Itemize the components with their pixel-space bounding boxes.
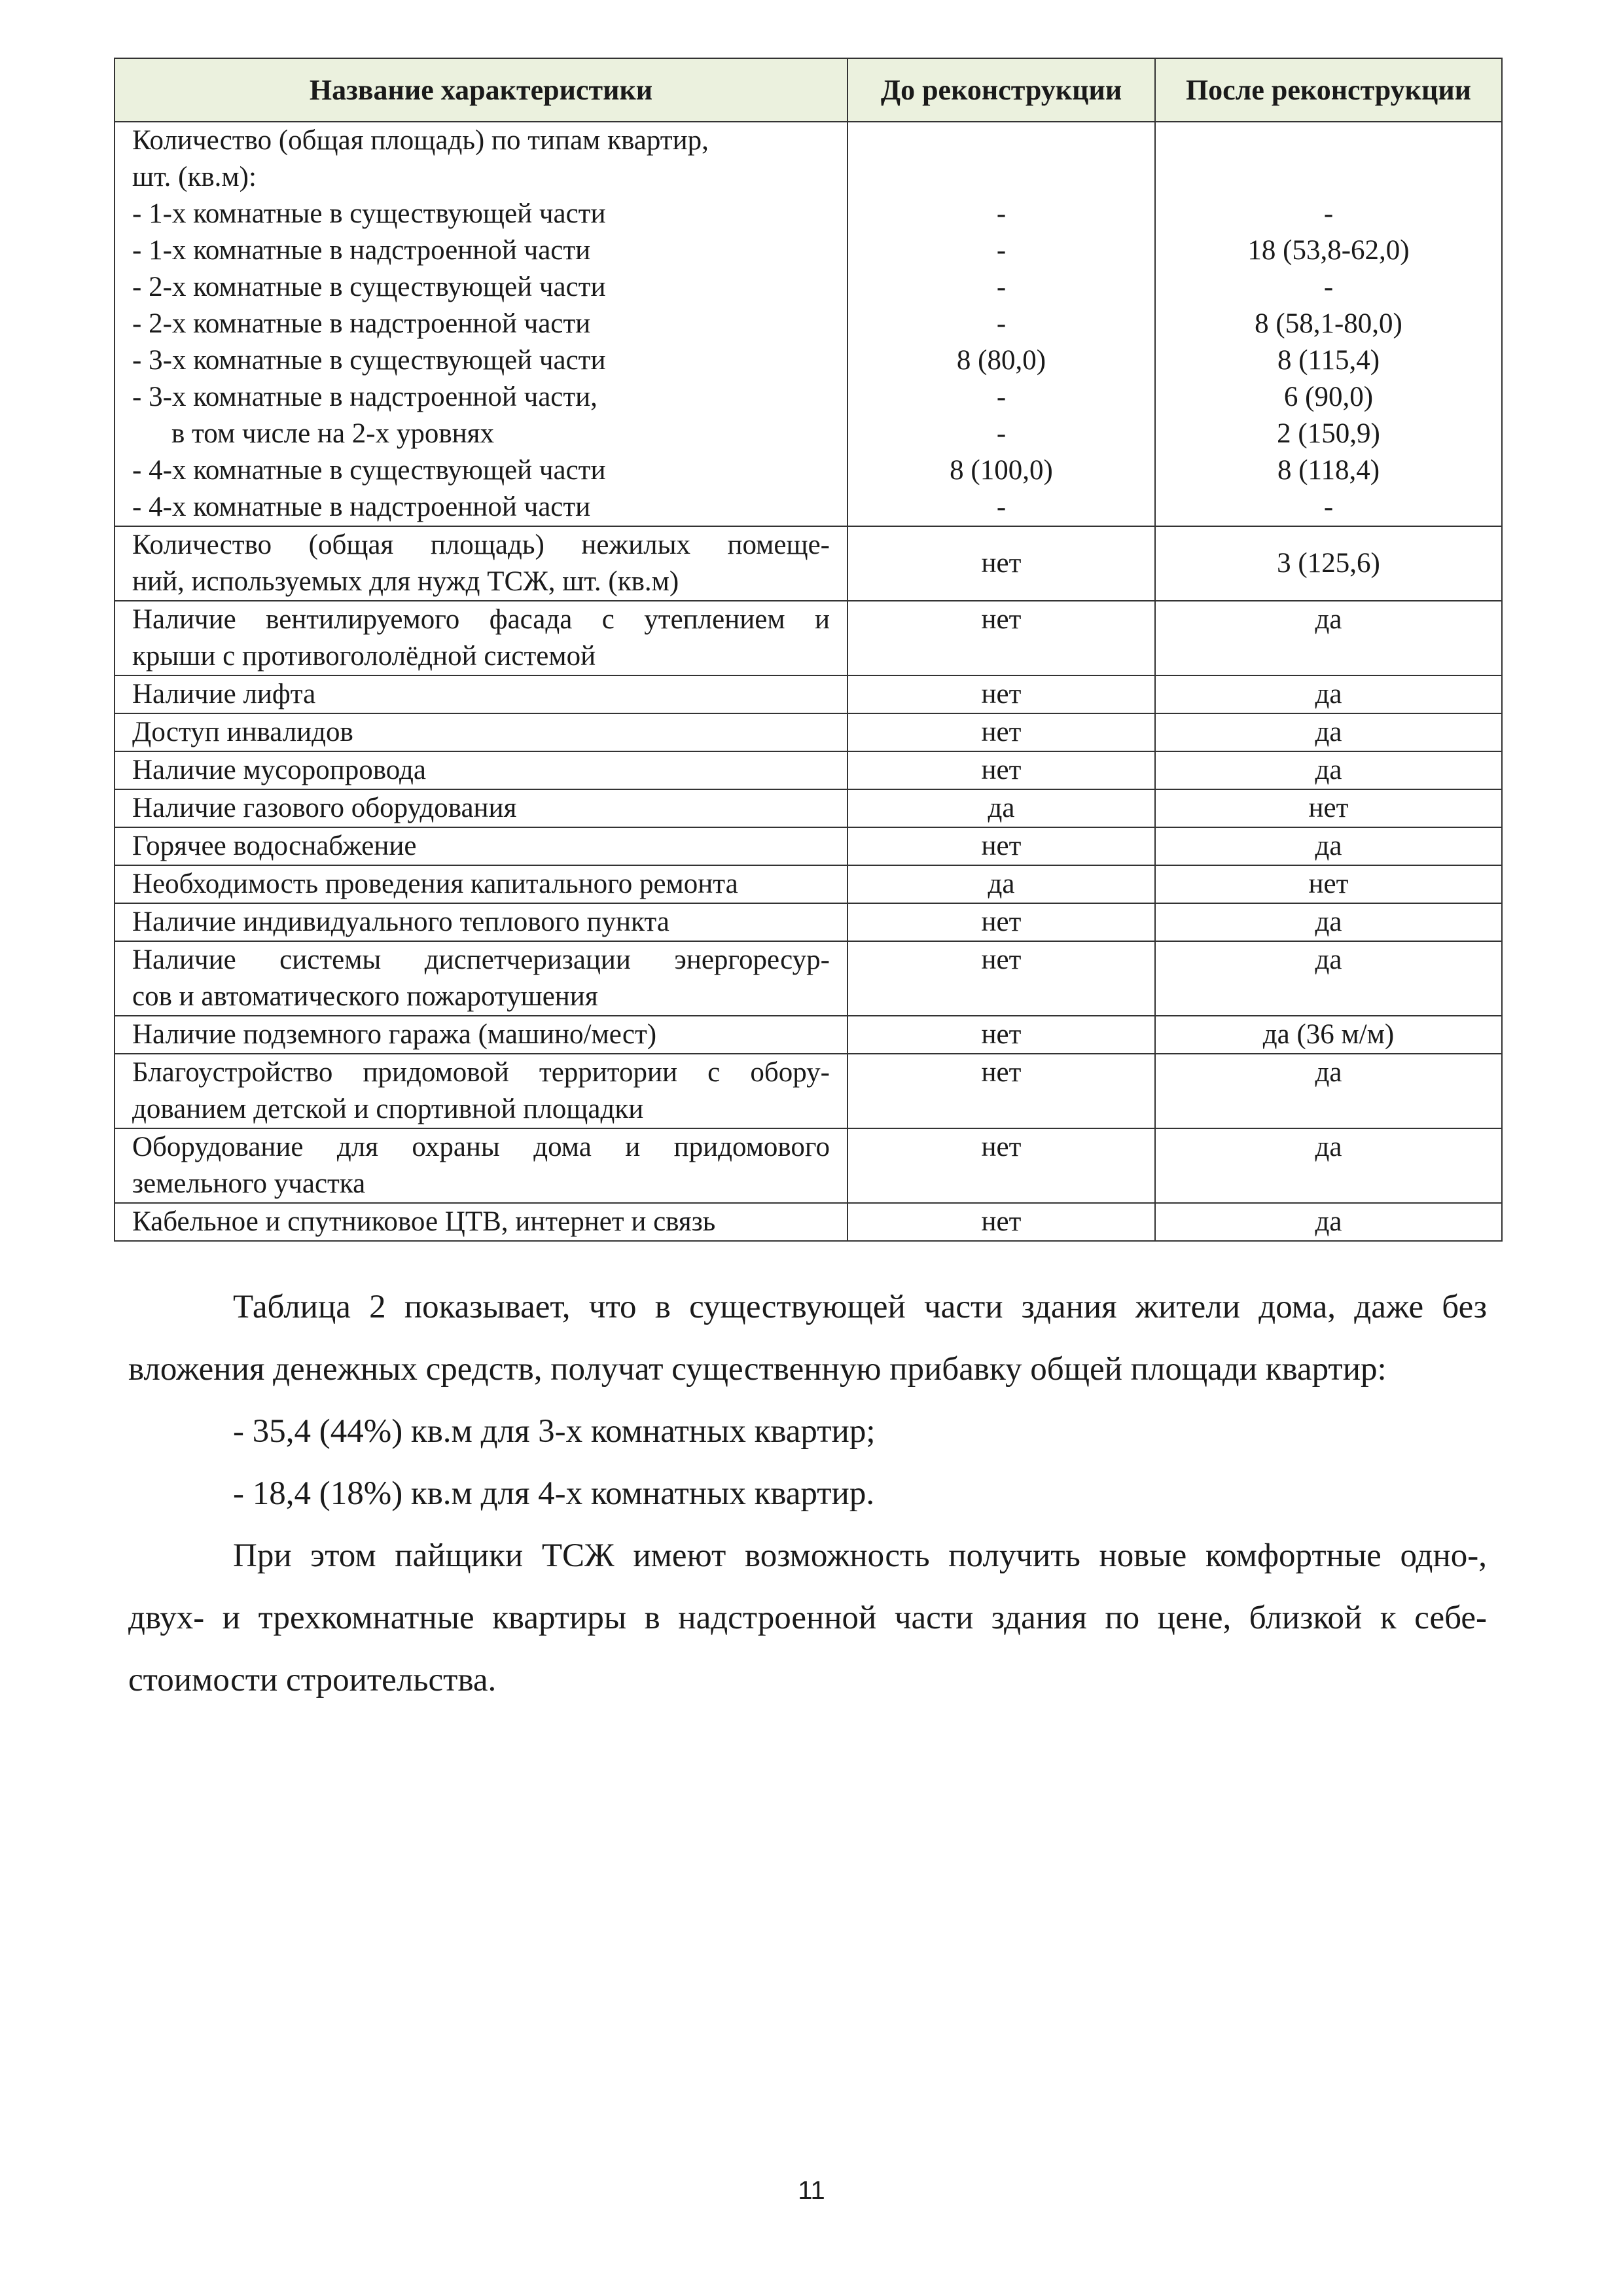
apartments-after-cell bbox=[1155, 122, 1502, 526]
apartment-after-value: - bbox=[1323, 272, 1334, 302]
row-after: да bbox=[1155, 1203, 1502, 1241]
row-label-line: Наличие системы диспетчеризации энергоресур- bbox=[132, 944, 830, 975]
table-row bbox=[115, 941, 1502, 1016]
row-label: Наличие подземного гаража (машино/мест) bbox=[115, 1016, 847, 1054]
row-label bbox=[115, 1128, 847, 1203]
row-before: нет bbox=[847, 1054, 1155, 1128]
row-after: да bbox=[1155, 1128, 1502, 1203]
bullet-2: - 18,4 (18%) кв.м для 4-х комнатных квартир. bbox=[233, 1475, 875, 1512]
row-before: да bbox=[847, 789, 1155, 827]
table-row bbox=[115, 1016, 1502, 1054]
apartment-after-value: 2 (150,9) bbox=[1277, 418, 1380, 449]
row-before: нет bbox=[847, 1128, 1155, 1203]
row-label: Наличие мусоропровода bbox=[115, 751, 847, 789]
apartment-type-label: - 4-х комнатные в надстроенной части bbox=[132, 492, 591, 522]
row-before: да bbox=[847, 865, 1155, 903]
apartment-type-label: - 2-х комнатные в надстроенной части bbox=[132, 308, 591, 339]
row-after: да bbox=[1155, 941, 1502, 1016]
apartment-after-value: - bbox=[1323, 492, 1334, 522]
row-label-line: Оборудование для охраны дома и придомового bbox=[132, 1132, 830, 1162]
row-label: Наличие газового оборудования bbox=[115, 789, 847, 827]
row-before: нет bbox=[847, 713, 1155, 751]
paragraph-1-line-2: вложения денежных средств, получат существенную прибавку общей площади квартир: bbox=[128, 1351, 1387, 1388]
header-before: До реконструкции bbox=[847, 58, 1155, 122]
row-after: нет bbox=[1155, 789, 1502, 827]
row-after: да bbox=[1155, 601, 1502, 675]
apartment-before-value: - bbox=[996, 382, 1007, 412]
table-row bbox=[115, 675, 1502, 713]
row-before: нет bbox=[847, 941, 1155, 1016]
row-before: нет bbox=[847, 751, 1155, 789]
apartments-title-line: Количество (общая площадь) по типам квартир, bbox=[132, 125, 709, 156]
row-label-line: Наличие вентилируемого фасада с утеплением и bbox=[132, 604, 830, 635]
row-label: Кабельное и спутниковое ЦТВ, интернет и связь bbox=[115, 1203, 847, 1241]
table-row bbox=[115, 1054, 1502, 1128]
header-characteristic: Название характеристики bbox=[115, 58, 847, 122]
apartments-title-line: шт. (кв.м): bbox=[132, 162, 257, 192]
row-after: 3 (125,6) bbox=[1155, 526, 1502, 601]
apartment-before-value: 8 (80,0) bbox=[956, 345, 1046, 376]
paragraph-2 bbox=[128, 1525, 1487, 1712]
apartment-after-value: 8 (58,1-80,0) bbox=[1255, 308, 1402, 339]
header-after: После реконструкции bbox=[1155, 58, 1502, 122]
body-text bbox=[128, 1276, 1487, 1712]
apartment-after-value: 6 (90,0) bbox=[1283, 382, 1374, 412]
row-label: Необходимость проведения капитального ремонта bbox=[115, 865, 847, 903]
row-label-line: земельного участка bbox=[132, 1168, 366, 1199]
table-row bbox=[115, 751, 1502, 789]
row-after: да bbox=[1155, 713, 1502, 751]
table-header-row bbox=[115, 58, 1502, 122]
apartment-after-value: - bbox=[1323, 198, 1334, 229]
table-row bbox=[115, 827, 1502, 865]
row-before: нет bbox=[847, 601, 1155, 675]
row-label-line: Благоустройство придомовой территории с обору- bbox=[132, 1057, 830, 1088]
apartment-before-value: - bbox=[996, 198, 1007, 229]
row-after: да (36 м/м) bbox=[1155, 1016, 1502, 1054]
row-label bbox=[115, 1054, 847, 1128]
apartment-type-label: - 1-х комнатные в существующей части bbox=[132, 198, 606, 229]
apartment-type-label: в том числе на 2-х уровнях bbox=[171, 418, 494, 449]
row-label bbox=[115, 601, 847, 675]
table-row bbox=[115, 1128, 1502, 1203]
apartment-type-label: - 3-х комнатные в существующей части bbox=[132, 345, 606, 376]
row-label bbox=[115, 526, 847, 601]
table-row-apartments bbox=[115, 122, 1502, 526]
row-label: Наличие лифта bbox=[115, 675, 847, 713]
row-label: Горячее водоснабжение bbox=[115, 827, 847, 865]
row-after: да bbox=[1155, 1054, 1502, 1128]
table-row bbox=[115, 903, 1502, 941]
row-after: да bbox=[1155, 827, 1502, 865]
row-after: нет bbox=[1155, 865, 1502, 903]
table-row bbox=[115, 526, 1502, 601]
paragraph-2-line-3: стоимости строительства. bbox=[128, 1662, 497, 1698]
table-row bbox=[115, 865, 1502, 903]
paragraph-2-line-1: При этом пайщики ТСЖ имеют возможность получить новые комфортные одно-, bbox=[233, 1537, 1487, 1574]
apartment-type-label: - 3-х комнатные в надстроенной части, bbox=[132, 382, 597, 412]
table-row bbox=[115, 601, 1502, 675]
page-number: 11 bbox=[798, 2176, 825, 2205]
apartment-before-value: - bbox=[996, 308, 1007, 339]
apartment-before-value: - bbox=[996, 492, 1007, 522]
apartments-label-cell bbox=[115, 122, 847, 526]
apartment-before-value: - bbox=[996, 272, 1007, 302]
characteristics-table bbox=[114, 58, 1503, 1242]
apartment-after-value: 8 (115,4) bbox=[1277, 345, 1380, 376]
bullet-1: - 35,4 (44%) кв.м для 3-х комнатных квартир; bbox=[233, 1413, 876, 1450]
apartment-type-label: - 1-х комнатные в надстроенной части bbox=[132, 235, 591, 266]
paragraph-2-line-2: двух- и трехкомнатные квартиры в надстроенной части здания по цене, близкой к себе- bbox=[128, 1600, 1487, 1636]
paragraph-1-line-1: Таблица 2 показывает, что в существующей части здания жители дома, даже без bbox=[233, 1289, 1487, 1325]
apartment-before-value: 8 (100,0) bbox=[950, 455, 1053, 486]
row-label-line: Количество (общая площадь) нежилых помеще- bbox=[132, 529, 830, 560]
table-row bbox=[115, 713, 1502, 751]
row-label-line: дованием детской и спортивной площадки bbox=[132, 1094, 644, 1124]
apartments-before-cell bbox=[847, 122, 1155, 526]
row-label bbox=[115, 941, 847, 1016]
apartment-type-label: - 2-х комнатные в существующей части bbox=[132, 272, 606, 302]
row-label-line: крыши с противогололёдной системой bbox=[132, 641, 596, 672]
paragraph-1 bbox=[128, 1276, 1487, 1401]
apartment-before-value: - bbox=[996, 235, 1007, 266]
apartment-type-label: - 4-х комнатные в существующей части bbox=[132, 455, 606, 486]
row-before: нет bbox=[847, 675, 1155, 713]
row-label: Наличие индивидуального теплового пункта bbox=[115, 903, 847, 941]
row-after: да bbox=[1155, 675, 1502, 713]
row-label-line: ний, используемых для нужд ТСЖ, шт. (кв.м) bbox=[132, 566, 679, 597]
row-before: нет bbox=[847, 526, 1155, 601]
table-row bbox=[115, 1203, 1502, 1241]
row-before: нет bbox=[847, 827, 1155, 865]
table-row bbox=[115, 789, 1502, 827]
apartment-after-value: 18 (53,8-62,0) bbox=[1247, 235, 1410, 266]
row-label: Доступ инвалидов bbox=[115, 713, 847, 751]
row-before: нет bbox=[847, 1016, 1155, 1054]
row-before: нет bbox=[847, 903, 1155, 941]
row-label-line: сов и автоматического пожаротушения bbox=[132, 981, 598, 1012]
apartment-before-value: - bbox=[996, 418, 1007, 449]
row-after: да bbox=[1155, 903, 1502, 941]
row-after: да bbox=[1155, 751, 1502, 789]
apartment-after-value: 8 (118,4) bbox=[1277, 455, 1380, 486]
row-before: нет bbox=[847, 1203, 1155, 1241]
